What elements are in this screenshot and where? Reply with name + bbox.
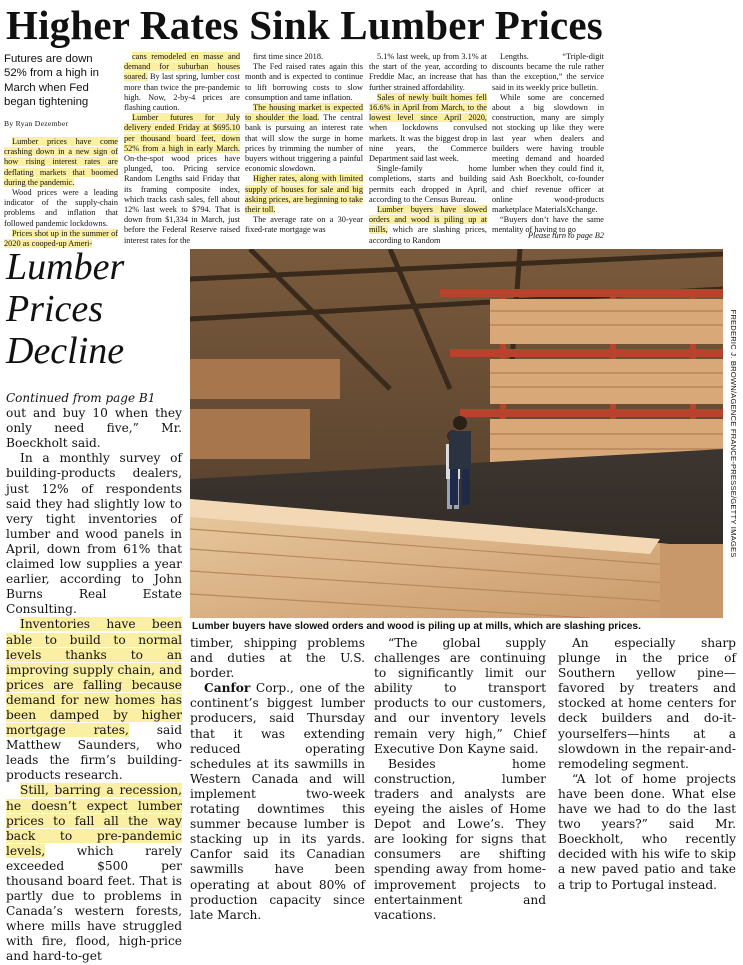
paragraph-text: first time since 2018. [253,52,324,61]
paragraph [190,681,365,923]
highlighted-text: Prices shot up in the summer of 2020 as cooped-up Ameri- [4,228,118,249]
paragraph-text: timber, shipping problems and duties at the U.S. border. [190,636,365,681]
paragraph [6,406,182,451]
paragraph [374,757,546,923]
highlighted-text: Inventories have been able to build to normal levels thanks to an improving supply chain, and prices are falling because demand for new homes has been damped by higher mortgage rates, [6,617,182,738]
paragraph-text: “Buyers don’t have the same mentality of having to go [492,215,604,235]
lumber-yard-photo [190,249,723,618]
paragraph-text: On-the-spot wood prices have plunged, too. Pricing service Random Lengths said Friday that its framing composite index, which tracks cash sales, fell about 12% last week to $794. That is down from $1,334 in March, just before the Federal Reserve raised interest rates for the [124,154,240,245]
paragraph-text: Single-family home completions, starts and building permits each dropped in April, according to the Census Bureau. [369,164,487,204]
paragraph-text: The central bank is pursuing an interest rate that will slow the surge in home prices by trimming the number of buyers without triggering a painful economic slowdown. [245,113,363,174]
front-column-1 [4,137,118,249]
paragraph [558,636,736,772]
paragraph [369,205,487,246]
paragraph [6,617,182,783]
inside-headline-line: Lumber [6,246,125,288]
highlighted-text: cans remodeled en masse and demand for suburban houses soared. [124,52,240,82]
highlighted-text: Still, barring a recession, he doesn’t expect lumber prices to fall all the way back to pre-pandemic levels, [6,783,182,858]
front-column-3 [245,52,363,236]
inside-column-1 [6,391,182,965]
front-column-2 [124,52,240,246]
paragraph [245,52,363,62]
front-column-5 [492,52,604,236]
highlighted-text: Lumber futures for July delivery ended Friday at $695.10 per thousand board feet, down 52% from a high in early March. [124,113,240,153]
paragraph-text: By last spring, lumber cost more than twice the pre-pandemic high. Now, 2-by-4 prices are flashing caution. [124,72,240,113]
paragraph [124,52,240,113]
byline: By Ryan Dezember [4,119,69,128]
inside-headline [6,246,186,372]
paragraph [6,451,182,617]
paragraph-text: Lengths. “Triple-digit discounts became the rule rather than the exception,” the service said in its weekly price bulletin. [492,52,604,92]
paragraph [4,188,118,229]
paragraph-text: Besides home construction, lumber traders and analysts are eyeing the aisles of Home Depot and Lowe’s. They are looking for signs that consumers are shifting spending away from home-improvement projects to entertainment and vacations. [374,756,546,922]
jump-line: Please turn to page B2 [527,231,604,240]
paragraph [492,93,604,215]
paragraph [369,164,487,205]
photo-caption: Lumber buyers have slowed orders and wood is piling up at mills, which are slashing prices. [192,621,641,632]
headline: Higher Rates Sink Lumber Prices [6,2,603,48]
paragraph [245,103,363,174]
paragraph-text: An especially sharp plunge in the price of Southern yellow pine—favored by treaters and stocked at home centers for deck builders and do-it-yourselfers—hints at a slowdown in the repair-and-remodeling segment. [558,636,736,771]
paragraph [558,772,736,893]
paragraph-text: Wood prices were a leading indicator of the supply-chain problems and inflation that followed pandemic lockdowns. [4,188,118,228]
highlighted-text: The housing market is expected to shoulder the load. [245,103,363,123]
paragraph-text: out and buy 10 when they only need five,” Mr. Boeckholt said. [6,406,182,451]
photo-credit: FREDERIC J. BROWN/AGENCE FRANCE-PRESSE/GETTY IMAGES [729,309,738,558]
paragraph [6,783,182,964]
inside-headline-line: Decline [6,330,125,372]
paragraph [4,137,118,188]
highlighted-text: Lumber prices have come crashing down in a new sign of how rising interest rates are deflating markets that boomed during the pandemic. [4,137,118,187]
paragraph-text: Corp., one of the continent’s biggest lumber producers, said Thursday that it was extending reduced operating schedules at its sawmills in Western Canada and will implement two-week rotating downtimes this summer because lumber is stacking up in its yards. Canfor said its Canadian sawmills have been operating at about 80% of production capacity since late March. [190,681,365,922]
inside-column-1-body [6,406,182,964]
inside-headline-line: Prices [6,288,104,330]
paragraph-text: which rarely exceeded $500 per thousand board feet. That is partly due to problems in Canada’s western forests, where mills have struggled with fire, flood, high-price and hard-to-get [6,843,182,964]
paragraph-text: when lockdowns convulsed markets. It was the biggest drop in nine years, the Commerce Department said last week. [369,123,487,164]
highlighted-text: Lumber buyers have slowed orders and wood is piling up at mills, [369,205,487,235]
paragraph [245,62,363,103]
dek: Futures are down 52% from a high in March when Fed began tightening [4,53,99,109]
paragraph [245,174,363,215]
highlighted-text: Sales of newly built homes fell 16.6% in April from March, to the lowest level since April 2020, [369,92,487,123]
paragraph [369,52,487,93]
paragraph-text: The average rate on a 30-year fixed-rate mortgage was [245,215,363,235]
paragraph-text: which are slashing prices, according to Random [369,225,487,245]
paragraph [124,113,240,246]
paragraph [492,52,604,93]
continued-from: Continued from page B1 [6,391,156,405]
paragraph [245,215,363,235]
paragraph [190,636,365,681]
company-name: Canfor [204,681,251,696]
paragraph-text: While some are concerned about a big slowdown in construction, many are simply not stocking up like they were last year when dealers and builders were having trouble meeting demand and hoarded lumber when they could find it, said Ash Boeckholt, co-founder and chief revenue officer at online wood-products marketplace MaterialsXchange. [492,92,604,215]
paragraph-text: In a monthly survey of building-products dealers, just 12% of respondents said they had slightly low to very tight inventories of lumber and wood panels in April, down from 61% that claimed low supplies a year earlier, according to John Burns Real Estate Consulting. [6,451,182,617]
inside-column-4 [558,636,736,893]
paragraph-text: said Matthew Saunders, who leads the firm’s building-products research. [6,723,182,783]
paragraph [369,93,487,164]
paragraph-text: “The global supply challenges are continuing to significantly limit our ability to transport products to our customers, and our inventory levels remain very high,” Chief Executive Don Kayne said. [374,636,546,756]
photo-illustration [190,249,723,618]
front-column-4 [369,52,487,246]
highlighted-text: Higher rates, along with limited supply of houses for sale and big asking prices, are beginning to take their toll. [245,174,363,215]
paragraph-text: The Fed raised rates again this month and is expected to continue to lift borrowing costs to slow consumption and tame inflation. [245,62,363,102]
paragraph [374,636,546,757]
paragraph-text: “A lot of home projects have been done. What else have we had to do the last two years?” said Mr. Boeckholt, who recently decided with his wife to skip a new paved patio and take a trip to Portugal instead. [558,771,736,892]
paragraph-text: 5.1% last week, up from 3.1% at the start of the year, according to Freddie Mac, an increase that has further strained affordability. [369,52,487,92]
